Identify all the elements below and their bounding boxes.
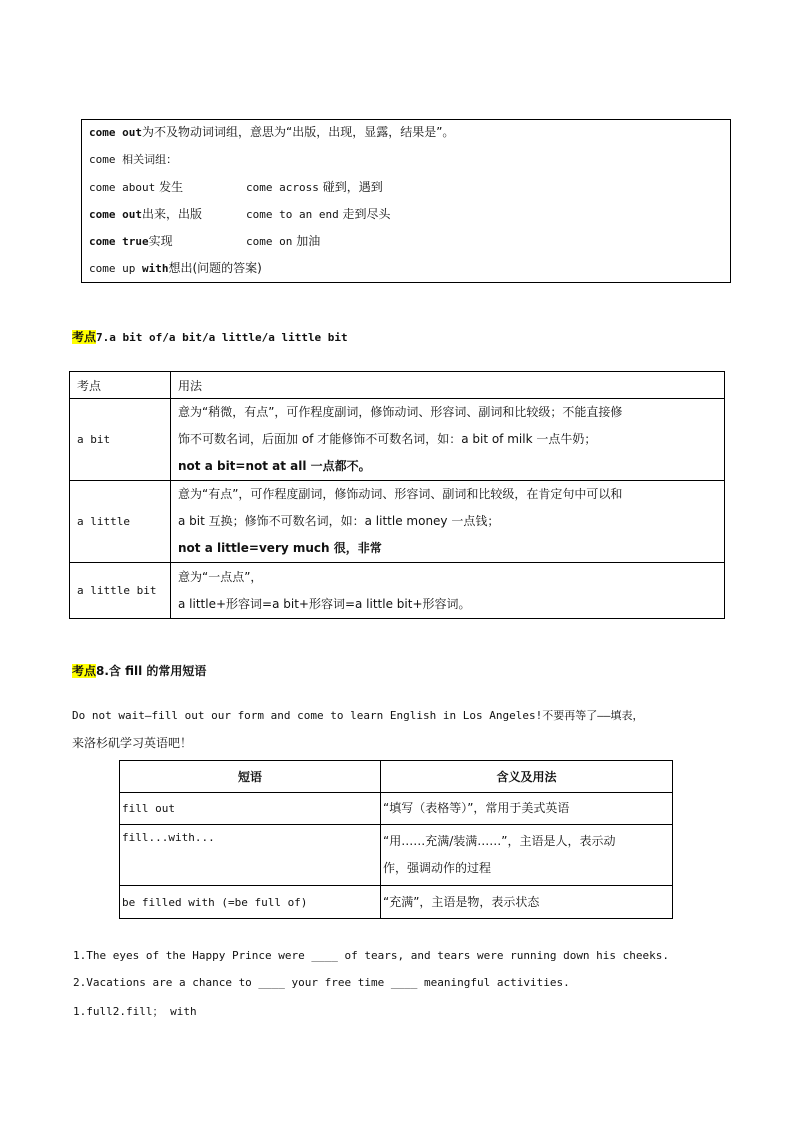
usage-line: not a little=very much 很，非常 — [178, 541, 382, 555]
phrase-meaning: 实现 — [148, 234, 173, 248]
table-row — [70, 563, 725, 619]
box-line-come-out — [89, 123, 454, 140]
meaning-cell — [381, 886, 673, 919]
term-cell: a little — [70, 481, 171, 563]
phrase-term: come out — [89, 208, 142, 221]
table-row — [120, 825, 673, 886]
header-cell: 考点 — [70, 372, 171, 399]
phrase-term: come to an end — [246, 208, 339, 221]
meaning-line: “充满”，主语是物，表示状态 — [383, 894, 540, 909]
usage-cell — [171, 563, 725, 619]
header-cell: 短语 — [120, 761, 381, 793]
usage-line: 意为“一点点”， — [178, 569, 263, 584]
usage-line: a bit 互换；修饰不可数名词，如：a little money 一点钱； — [178, 514, 500, 528]
exercise-line: 2.Vacations are a chance to ____ your free time ____ meaningful activities. — [73, 976, 570, 989]
term-come-out: come out — [89, 126, 142, 139]
header-cell: 含义及用法 — [381, 761, 673, 793]
phrase-meaning: 加油 — [296, 234, 321, 248]
phrase-term: come about — [89, 181, 156, 194]
usage-cell — [171, 399, 725, 481]
usage-table — [69, 371, 725, 619]
table-row — [70, 399, 725, 481]
usage-line: 意为“稍微，有点”，可作程度副词，修饰动词、形容词、副词和比较级；不能直接修 — [178, 405, 623, 419]
meaning-line: 作，强调动作的过程 — [383, 861, 492, 875]
term-cell: a bit — [70, 399, 171, 481]
meaning-line: “填写（表格等）”，常用于美式英语 — [383, 801, 570, 815]
section-title: 8.含 fill 的常用短语 — [96, 664, 207, 678]
come-related-phrases-label: come 相关词组： — [89, 153, 178, 166]
phrase-term: come up — [89, 262, 142, 275]
usage-line: a little+形容词=a bit+形容词=a little bit+形容词。 — [178, 596, 471, 611]
table-row — [120, 793, 673, 825]
phrase-term: come on — [246, 235, 293, 248]
usage-cell — [171, 481, 725, 563]
phrase-row-right — [246, 178, 383, 195]
phrase-cell: be filled with (=be full of) — [120, 886, 381, 919]
phrase-meaning: 走到尽头 — [342, 207, 391, 221]
phrase-row — [89, 205, 202, 222]
phrase-cell: fill...with... — [120, 825, 381, 886]
example-paragraph-line: Do not wait—fill out our form and come to learn English in Los Angeles!不要再等了——填表， — [72, 709, 644, 722]
phrase-cell: fill out — [120, 793, 381, 825]
table-row — [120, 886, 673, 919]
phrase-row — [89, 178, 183, 195]
table-header-row — [70, 372, 725, 399]
phrase-row — [89, 232, 173, 249]
section-8-heading — [72, 662, 206, 679]
fill-phrases-table — [119, 760, 673, 919]
usage-line: 饰不可数名词，后面加 of 才能修饰不可数名词，如：a bit of milk 一点牛奶； — [178, 432, 597, 446]
term-cell: a little bit — [70, 563, 171, 619]
example-paragraph-line: 来洛杉矶学习英语吧！ — [72, 736, 193, 750]
phrase-term-bold: with — [141, 262, 169, 275]
meaning-line: “用……充满/装满……”，主语是人，表示动 — [383, 834, 616, 848]
phrase-meaning: 出来，出版 — [141, 207, 202, 221]
phrase-row-right — [246, 232, 320, 249]
answer-line: 1.full2.fill； with — [73, 1005, 197, 1018]
phrase-meaning: 碰到，遇到 — [322, 180, 383, 194]
usage-line: 意为“有点”，可作程度副词，修饰动词、形容词、副词和比较级，在肯定句中可以和 — [178, 487, 623, 501]
phrase-meaning: 想出(问题的答案) — [168, 261, 262, 275]
table-header-row — [120, 761, 673, 793]
section-label: 考点 — [72, 330, 97, 344]
section-label: 考点 — [72, 664, 97, 678]
phrase-term: come true — [89, 235, 149, 248]
meaning-cell — [381, 793, 673, 825]
come-out-definition: 为不及物动词词组，意思为“出版，出现，显露，结果是”。 — [141, 125, 455, 139]
meaning-cell — [381, 825, 673, 886]
come-phrases-box — [81, 119, 731, 283]
phrase-row-right — [246, 205, 391, 222]
table-row — [70, 481, 725, 563]
phrase-row-come-up-with — [89, 259, 262, 276]
phrase-meaning: 发生 — [159, 180, 184, 194]
section-7-heading — [72, 328, 348, 345]
section-title: 7.a bit of/a bit/a little/a little bit — [96, 331, 348, 344]
header-cell: 用法 — [171, 372, 725, 399]
usage-line: not a bit=not at all 一点都不。 — [178, 459, 371, 473]
phrase-term: come across — [246, 181, 319, 194]
exercise-line: 1.The eyes of the Happy Prince were ____ of tears, and tears were running down his cheeks. — [73, 949, 670, 962]
